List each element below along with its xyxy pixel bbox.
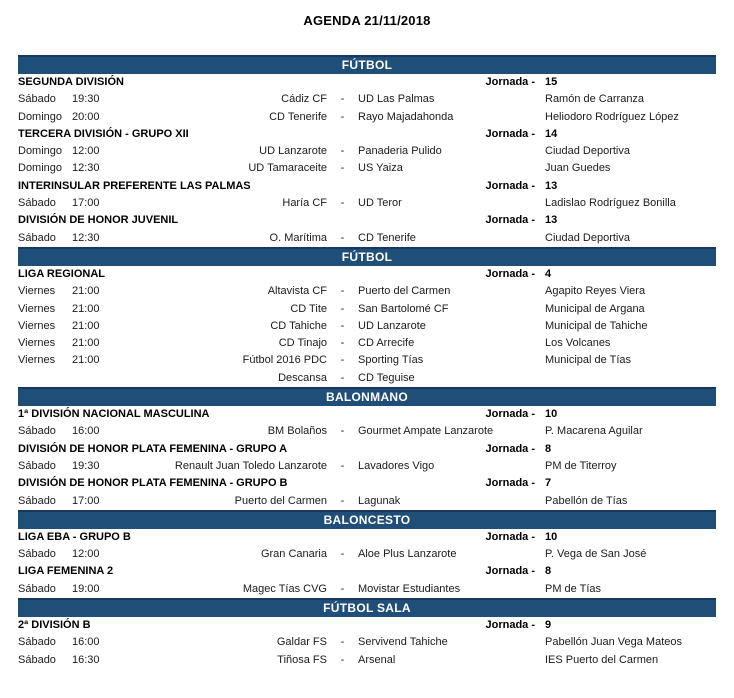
match-row — [18, 652, 716, 669]
match-day: Sábado — [18, 636, 56, 649]
jornada-number: 13 — [545, 214, 558, 227]
match-day: Sábado — [18, 459, 56, 472]
match-day: Sábado — [18, 653, 56, 666]
home-team: UD Tamaraceite — [248, 162, 327, 175]
match-time: 16:00 — [72, 636, 100, 649]
match-row — [18, 91, 716, 108]
section-title: FÚTBOL — [341, 58, 393, 72]
match-row — [18, 160, 716, 177]
competition-name: 1ª DIVISIÓN NACIONAL MASCULINA — [18, 408, 210, 421]
competition-row — [18, 406, 716, 423]
jornada-label: Jornada - — [485, 267, 535, 280]
venue: Los Volcanes — [545, 337, 611, 350]
away-team: Servivend Tahiche — [358, 636, 448, 649]
home-team: CD Tite — [290, 302, 327, 315]
match-row — [18, 195, 716, 212]
match-day: Sábado — [18, 425, 56, 438]
match-time: 12:00 — [72, 548, 100, 561]
away-team: UD Teror — [358, 197, 402, 210]
venue: Pabellón Juan Vega Mateos — [545, 636, 682, 649]
match-day: Domingo — [18, 110, 63, 123]
match-time: 19:30 — [72, 93, 100, 106]
section-bar — [18, 387, 716, 406]
venue: Pabellón de Tías — [545, 494, 628, 507]
match-row — [18, 283, 716, 300]
match-row — [18, 143, 716, 160]
competition-name: LIGA REGIONAL — [18, 267, 105, 280]
team-separator: - — [340, 337, 345, 350]
page-title: AGENDA 21/11/2018 — [303, 13, 431, 28]
venue: Municipal de Tahiche — [545, 319, 648, 332]
venue: Agapito Reyes Viera — [545, 285, 646, 298]
home-team: BM Bolaños — [267, 425, 327, 438]
match-day: Sábado — [18, 582, 56, 595]
away-team: Aloe Plus Lanzarote — [358, 548, 457, 561]
jornada-label: Jornada - — [485, 408, 535, 421]
competition-name: DIVISIÓN DE HONOR JUVENIL — [18, 214, 179, 227]
team-separator: - — [340, 145, 345, 158]
away-team: Gourmet Ampate Lanzarote — [358, 425, 494, 438]
team-separator: - — [340, 459, 345, 472]
jornada-number: 15 — [545, 76, 558, 88]
match-day: Viernes — [18, 302, 56, 315]
team-separator: - — [340, 162, 345, 175]
team-separator: - — [340, 636, 345, 649]
jornada-label: Jornada - — [485, 477, 535, 490]
away-team: CD Arrecife — [358, 337, 415, 350]
venue: Ladislao Rodríguez Bonilla — [545, 197, 676, 210]
jornada-number: 8 — [545, 442, 552, 455]
jornada-label: Jornada - — [485, 619, 535, 632]
match-row — [18, 370, 716, 387]
away-team: UD Lanzarote — [358, 319, 426, 332]
competition-name: DIVISIÓN DE HONOR PLATA FEMENINA - GRUPO A — [18, 442, 288, 455]
match-time: 17:00 — [72, 197, 100, 210]
venue: Municipal de Argana — [545, 302, 645, 315]
section-title: FÚTBOL SALA — [323, 601, 411, 616]
match-row — [18, 634, 716, 651]
match-day: Viernes — [18, 285, 56, 298]
home-team: Cádiz CF — [281, 93, 327, 106]
competition-row — [18, 475, 716, 492]
team-separator: - — [340, 93, 345, 106]
home-team: UD Lanzarote — [259, 145, 327, 158]
team-separator: - — [340, 285, 345, 298]
jornada-number: 8 — [545, 565, 552, 578]
competition-row — [18, 212, 716, 229]
venue: P. Vega de San José — [545, 548, 647, 561]
section-bar — [18, 598, 716, 617]
match-row — [18, 109, 716, 126]
venue: Municipal de Tías — [545, 354, 632, 367]
away-team: Puerto del Carmen — [358, 285, 451, 298]
match-row — [18, 581, 716, 598]
competition-row — [18, 563, 716, 580]
match-time: 17:00 — [72, 494, 100, 507]
away-team: CD Teguise — [358, 371, 415, 384]
home-team: Fútbol 2016 PDC — [242, 354, 327, 367]
jornada-label: Jornada - — [485, 179, 535, 192]
jornada-number: 10 — [545, 408, 558, 421]
competition-name: LIGA FEMENINA 2 — [18, 565, 114, 578]
home-team: Puerto del Carmen — [234, 494, 327, 507]
section-title: BALONMANO — [325, 390, 409, 405]
match-time: 21:00 — [72, 354, 100, 367]
team-separator: - — [340, 425, 345, 438]
home-team: Descansa — [278, 371, 327, 384]
match-time: 19:30 — [72, 459, 100, 472]
home-team: Magec Tías CVG — [242, 582, 327, 595]
match-time: 12:30 — [72, 162, 100, 175]
match-row — [18, 352, 716, 369]
home-team: CD Tahiche — [270, 319, 327, 332]
venue: Ramón de Carranza — [545, 93, 645, 106]
section-bar — [18, 247, 716, 266]
jornada-number: 10 — [545, 530, 558, 543]
team-separator: - — [340, 653, 345, 666]
competition-row — [18, 266, 716, 283]
jornada-label: Jornada - — [485, 530, 535, 543]
competition-row — [18, 178, 716, 195]
section-bar — [18, 55, 716, 74]
match-time: 21:00 — [72, 285, 100, 298]
home-team: Galdar FS — [276, 636, 327, 649]
match-day: Sábado — [18, 494, 56, 507]
match-day: Domingo — [18, 145, 63, 158]
match-day: Sábado — [18, 548, 56, 561]
jornada-label: Jornada - — [485, 442, 535, 455]
venue: Heliodoro Rodríguez López — [545, 110, 679, 123]
away-team: US Yaiza — [358, 162, 403, 175]
team-separator: - — [340, 548, 345, 561]
team-separator: - — [340, 319, 345, 332]
match-day: Sábado — [18, 231, 56, 244]
away-team: Lavadores Vigo — [358, 459, 435, 472]
match-row — [18, 230, 716, 247]
home-team: Gran Canaria — [260, 548, 327, 561]
jornada-number: 13 — [545, 179, 558, 192]
match-time: 16:30 — [72, 653, 100, 666]
sections — [0, 55, 734, 669]
competition-name: 2ª DIVISIÓN B — [18, 619, 91, 632]
team-separator: - — [340, 354, 345, 367]
match-time: 20:00 — [72, 110, 100, 123]
home-team: O. Marítima — [269, 231, 327, 244]
home-team: Renault Juan Toledo Lanzarote — [174, 459, 327, 472]
match-time: 21:00 — [72, 337, 100, 350]
section-title: FÚTBOL — [341, 249, 393, 264]
match-day: Sábado — [18, 93, 56, 106]
home-team: Altavista CF — [267, 285, 327, 298]
venue: Juan Guedes — [545, 162, 611, 175]
match-day: Viernes — [18, 354, 56, 367]
away-team: Arsenal — [358, 653, 396, 666]
jornada-number: 14 — [545, 127, 558, 140]
match-day: Domingo — [18, 162, 63, 175]
team-separator: - — [340, 494, 345, 507]
team-separator: - — [340, 197, 345, 210]
match-day: Viernes — [18, 337, 56, 350]
match-day: Viernes — [18, 319, 56, 332]
team-separator: - — [340, 110, 345, 123]
venue: PM de Titerroy — [545, 459, 617, 472]
match-time: 16:00 — [72, 425, 100, 438]
match-time: 19:00 — [72, 582, 100, 595]
competition-row — [18, 126, 716, 143]
away-team: Panaderia Pulido — [358, 145, 442, 158]
away-team: Lagunak — [358, 494, 401, 507]
match-row — [18, 318, 716, 335]
jornada-label: Jornada - — [485, 127, 535, 140]
match-row — [18, 335, 716, 352]
venue: Ciudad Deportiva — [545, 145, 630, 158]
venue: IES Puerto del Carmen — [545, 653, 659, 666]
venue: PM de Tías — [545, 582, 602, 595]
home-team: Tiñosa FS — [277, 653, 327, 666]
away-team: Rayo Majadahonda — [358, 110, 454, 123]
competition-row — [18, 74, 716, 91]
match-time: 12:30 — [72, 231, 100, 244]
match-time: 21:00 — [72, 319, 100, 332]
match-time: 12:00 — [72, 145, 100, 158]
home-team: Haría CF — [282, 197, 327, 210]
competition-row — [18, 617, 716, 634]
competition-name: INTERINSULAR PREFERENTE LAS PALMAS — [18, 179, 251, 192]
competition-name: TERCERA DIVISIÓN - GRUPO XII — [18, 127, 189, 140]
competition-name: LIGA EBA - GRUPO B — [18, 530, 131, 543]
match-row — [18, 546, 716, 563]
match-row — [18, 458, 716, 475]
match-day: Sábado — [18, 197, 56, 210]
venue: P. Macarena Aguilar — [545, 425, 643, 438]
competition-row — [18, 441, 716, 458]
away-team: San Bartolomé CF — [358, 302, 449, 315]
away-team: UD Las Palmas — [358, 93, 435, 106]
team-separator: - — [340, 302, 345, 315]
away-team: Movistar Estudiantes — [358, 582, 461, 595]
venue: Ciudad Deportiva — [545, 231, 630, 244]
jornada-label: Jornada - — [485, 565, 535, 578]
match-time: 21:00 — [72, 302, 100, 315]
jornada-number: 9 — [545, 619, 552, 632]
competition-row — [18, 529, 716, 546]
jornada-label: Jornada - — [485, 76, 535, 88]
competition-name: SEGUNDA DIVISIÓN — [18, 76, 124, 88]
match-row — [18, 493, 716, 510]
team-separator: - — [340, 582, 345, 595]
section-bar — [18, 510, 716, 529]
match-row — [18, 301, 716, 318]
competition-name: DIVISIÓN DE HONOR PLATA FEMENINA - GRUPO B — [18, 477, 288, 490]
home-team: CD Tenerife — [269, 110, 327, 123]
jornada-number: 7 — [545, 477, 552, 490]
section-title: BALONCESTO — [323, 512, 411, 527]
team-separator: - — [340, 231, 345, 244]
away-team: Sporting Tías — [358, 354, 424, 367]
jornada-label: Jornada - — [485, 214, 535, 227]
team-separator: - — [340, 371, 345, 384]
away-team: CD Tenerife — [358, 231, 416, 244]
jornada-number: 4 — [545, 267, 552, 280]
home-team: CD Tinajo — [278, 337, 327, 350]
match-row — [18, 423, 716, 440]
